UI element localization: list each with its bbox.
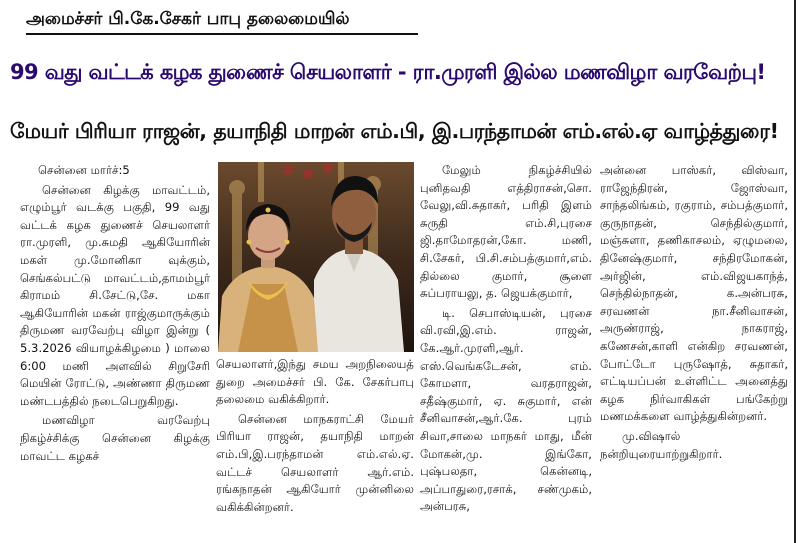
paragraph: மு.விஷால் நன்றியுரையாற்றுகிறார்.: [600, 428, 723, 461]
article-column-3: [420, 162, 592, 543]
couple-photo: [218, 162, 414, 352]
paragraph: மணவிழா வரவேற்பு நிகழ்ச்சிக்கு சென்னை கிழக்கு மாவட்ட கழகச்: [20, 413, 210, 463]
article-column-2: [216, 356, 414, 543]
paragraph: சென்னை மாநகராட்சி மேயர் பிரியா ராஜன், தயாநிதி மாறன் எம்.பி,இ.பரந்தாமன் எம்.எல்.ஏ. வட்டச் செயலாளர் ஆர்.எம். ரங்கநாதன் ஆகியோர் முன்னிலை வகிக்கின்றனர்.: [216, 411, 414, 514]
couple-photo-illustration: [218, 162, 414, 352]
paragraph: செயலாளர்,இந்து சமய அறநிலையத் துறை அமைச்சர் பி. கே. சேகர்பாபு தலைமை வகிக்கிறார்.: [216, 357, 414, 407]
headline: 99 வது வட்டக் கழக துணைச் செயலாளர் - ரா.முரளி இல்ல மணவிழா வரவேற்பு!: [10, 60, 766, 84]
kicker-line: அமைச்சர் பி.கே.சேகர் பாபு தலைமையில்: [26, 5, 418, 35]
page-edge-rule: [794, 0, 796, 543]
article-column-4: [600, 162, 788, 543]
paragraph: மேலும் நிகழ்ச்சியில் புனிதவதி எத்திராசன்,சொ. வேலு,வி.சுதாகர், பரிதி இளம் சுருதி எம்.சி,புரசை ஜி.தாமோதரன்,கோ. மணி, சி.சேகர், பி.சி.சம்பத்குமார்,எம். தில்லை குமார், சூளை சுப்பராயலு, த. ஜெயக்குமார்,: [420, 163, 592, 301]
paragraph: சென்னை கிழக்கு மாவட்டம், எழும்பூர் வடக்கு பகுதி, 99 வது வட்டக் கழக துணைச் செயலாளர் ரா.முரளி, மு.சுமதி ஆகியோரின் மகள் மு.மோனிகா வுக்கும், செங்கல்பட்டு மாவட்டம்,தாமம்பூர் கிராமம் சி.சேட்டு,சே. மகா ஆகியோரின் மகன் ராஜ்குமாருக்கும் திருமண வரவேற்பு விழா இன்று ( 5.3.2026 வியாழக்கிழமை ) மாலை 6:00 மணி அளவில் சிறுசேரி மெயின் ரோட்டு, அண்ணா திருமண மண்டபத்தில் நடைபெறுகிறது.: [20, 182, 210, 408]
paragraph: அன்னை பாஸ்கர், விஸ்வா, ராஜேந்திரன், ஜோஸ்வா, சாந்தலிங்கம், ரகுராம், சம்பத்குமார், குருநாதன், செந்தில்குமார், மஞ்சுளா, தணிகாசலம், ஏழுமலை, தினேஷ்குமார், சந்திரமோகன், அர்ஜின், எம்.விஜயகாந்த், செந்தில்நாதன், க.அன்பரசு, சரவணன் நா.சீனிவாசன், அருண்ராஜ், நாகராஜ், கணேசன்,காளி என்கிற சரவணன், போட்டோ புருஷோத், சுதாகர், எட்டியப்பன் உள்ளிட்ட அனைத்து கழக நிர்வாகிகள் பங்கேற்று மணமக்களை வாழ்த்துகின்றனர்.: [600, 163, 788, 424]
paragraph: டி. செபாஸ்டியன், புரசை வி.ரவி,இ.எம். ராஜன், கே.ஆர்.முரளி,ஆர். எஸ்.வெங்கடேசன், எம். கோமளா, வரதராஜன், சதீஷ்குமார், ஏ. சுகுமார், என் சீனிவாசன்,ஆர்.கே. புரம் சிவா,சாலை மாநகர் மாது, மீன் மோகன்,மு. இங்கோ, புஷ்பலதா, கென்னடி, அப்பாதுரை,ரசாக், சண்முகம், அன்பரசு,: [420, 305, 592, 514]
subheadline: மேயர் பிரியா ராஜன், தயாநிதி மாறன் எம்.பி, இ.பரந்தாமன் எம்.எல்.ஏ வாழ்த்துரை!: [10, 119, 779, 143]
dateline: சென்னை மார்ச்:5: [38, 163, 130, 177]
article-column-1: [20, 162, 210, 543]
